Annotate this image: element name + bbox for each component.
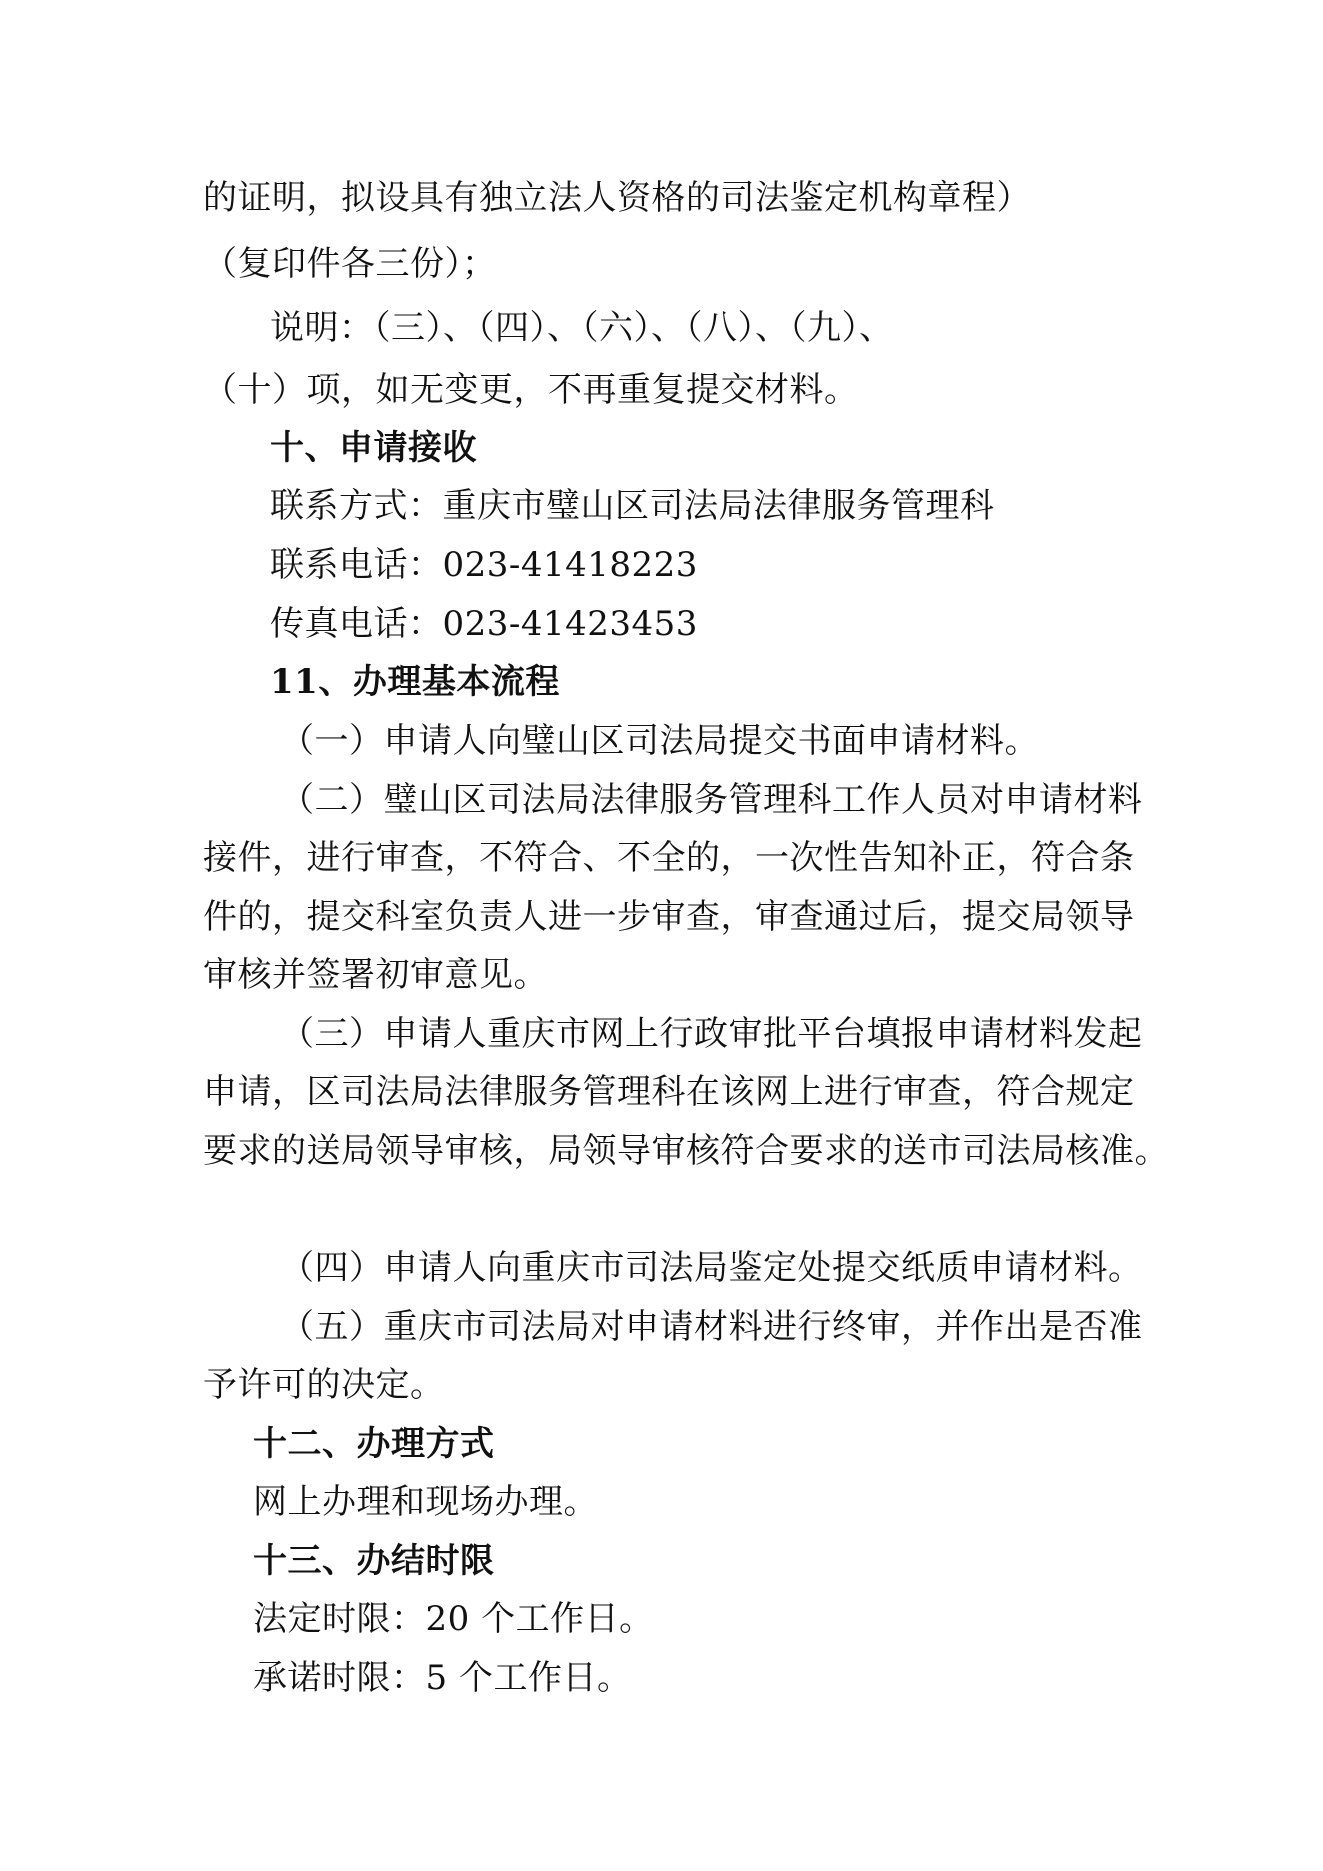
legal-time-limit: 法定时限：20 个工作日。 bbox=[253, 1599, 654, 1639]
phone-line: 联系电话：023-41418223 bbox=[270, 545, 698, 585]
step5-line2: 予许可的决定。 bbox=[203, 1365, 445, 1405]
step2-line2: 接件，进行审查，不符合、不全的，一次性告知补正，符合条 bbox=[203, 838, 1135, 878]
p1-line1: 的证明，拟设具有独立法人资格的司法鉴定机构章程） bbox=[203, 178, 1031, 218]
step4-line: （四）申请人向重庆市司法局鉴定处提交纸质申请材料。 bbox=[280, 1248, 1143, 1288]
step2-line4: 审核并签署初审意见。 bbox=[203, 955, 548, 995]
step3-line3: 要求的送局领导审核，局领导审核符合要求的送市司法局核准。 bbox=[203, 1131, 1169, 1171]
fax-line: 传真电话：023-41423453 bbox=[270, 604, 698, 644]
step3-line1: （三）申请人重庆市网上行政审批平台填报申请材料发起 bbox=[280, 1014, 1143, 1054]
section10-heading: 十、申请接收 bbox=[270, 428, 477, 468]
step2-line1: （二）璧山区司法局法律服务管理科工作人员对申请材料 bbox=[280, 780, 1143, 820]
section11-heading: 11、办理基本流程 bbox=[270, 662, 560, 702]
section13-heading: 十三、办结时限 bbox=[253, 1541, 495, 1581]
p1-line2: （复印件各三份）； bbox=[203, 244, 497, 284]
step3-line2: 申请，区司法局法律服务管理科在该网上进行审查，符合规定 bbox=[203, 1072, 1135, 1112]
contact-line: 联系方式：重庆市璧山区司法局法律服务管理科 bbox=[270, 486, 995, 526]
step1-line: （一）申请人向璧山区司法局提交书面申请材料。 bbox=[280, 721, 1039, 761]
note-line2: （十）项，如无变更，不再重复提交材料。 bbox=[203, 370, 859, 410]
step2-line3: 件的，提交科室负责人进一步审查，审查通过后，提交局领导 bbox=[203, 897, 1135, 937]
section12-heading: 十二、办理方式 bbox=[253, 1424, 495, 1464]
section12-body: 网上办理和现场办理。 bbox=[253, 1482, 598, 1522]
note-line1: 说明：（三）、（四）、（六）、（八）、（九）、 bbox=[270, 308, 894, 348]
step5-line1: （五）重庆市司法局对申请材料进行终审，并作出是否准 bbox=[280, 1307, 1143, 1347]
promise-time-limit: 承诺时限：5 个工作日。 bbox=[253, 1658, 632, 1698]
